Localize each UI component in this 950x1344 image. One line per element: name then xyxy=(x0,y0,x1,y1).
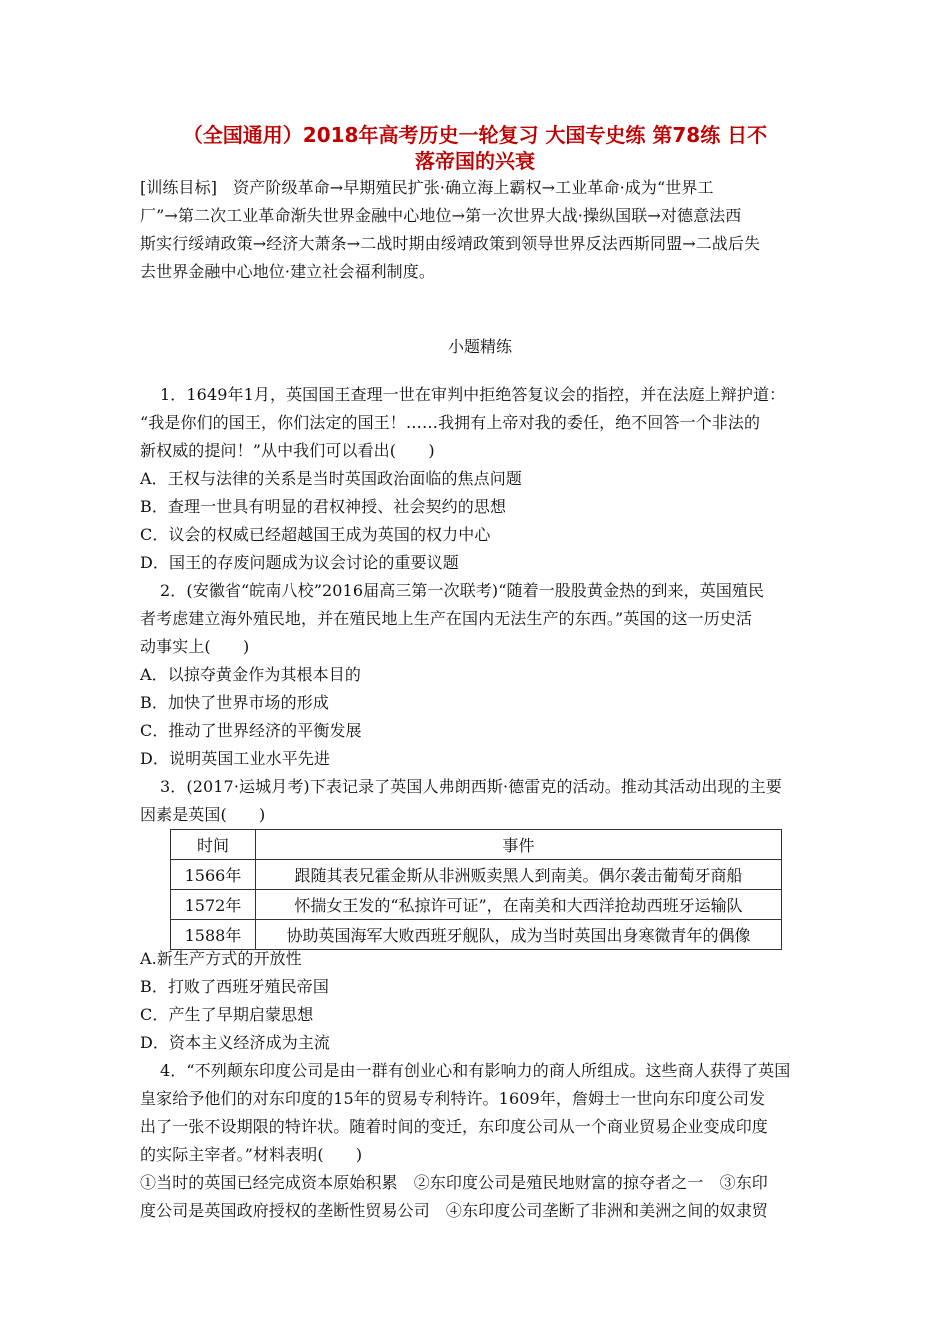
event-cell: 怀揣女王发的“私掠许可证”，在南美和大西洋抢劫西班牙运输队 xyxy=(256,890,782,920)
document-title xyxy=(130,122,820,174)
question-3 xyxy=(140,773,820,829)
option-a: A.新生产方式的开放性 xyxy=(140,949,302,968)
option-c: C．议会的权威已经超越国王成为英国的权力中心 xyxy=(140,525,491,544)
option-c: C．产生了早期启蒙思想 xyxy=(140,1005,314,1024)
title-line: （全国通用）2018年高考历史一轮复习 大国专史练 第78练 日不 xyxy=(182,123,768,147)
question-1 xyxy=(140,381,820,577)
year-cell: 1572年 xyxy=(171,890,256,920)
title-line: 落帝国的兴衰 xyxy=(415,149,535,173)
question-stem-line: 者考虑建立海外殖民地，并在殖民地上生产在国内无法生产的东西。”英国的这一历史活 xyxy=(140,609,753,628)
year-cell: 1588年 xyxy=(171,920,256,950)
question-stem-line: “我是你们的国王，你们法定的国王！……我拥有上帝对我的委任，绝不回答一个非法的 xyxy=(140,413,761,432)
option-a: A．以掠夺黄金作为其根本目的 xyxy=(140,665,361,684)
table-row xyxy=(171,860,782,890)
question-stem-line: 的实际主宰者。”材料表明( ) xyxy=(140,1145,363,1164)
table-header-row xyxy=(171,830,782,860)
option-b: B．查理一世具有明显的君权神授、社会契约的思想 xyxy=(140,497,507,516)
table-row xyxy=(171,890,782,920)
option-d: D．国王的存废问题成为议会讨论的重要议题 xyxy=(140,553,459,572)
objective-line: 厂”→第二次工业革命渐失世界金融中心地位→第一次世界大战·操纵国联→对德意法西 xyxy=(140,206,742,225)
option-d: D．资本主义经济成为主流 xyxy=(140,1033,331,1052)
objective-line: [训练目标] 资产阶级革命→早期殖民扩张·确立海上霸权→工业革命·成为“世界工 xyxy=(140,178,714,197)
question-2 xyxy=(140,577,820,773)
training-objective xyxy=(140,174,820,286)
question-stem-line: 动事实上( ) xyxy=(140,637,250,656)
question-stem-line: 因素是英国( ) xyxy=(140,805,266,824)
statement-line: ①当时的英国已经完成资本原始积累 ②东印度公司是殖民地财富的掠夺者之一 ③东印 xyxy=(140,1173,768,1192)
question-3-options xyxy=(140,945,820,1057)
objective-line: 去世界金融中心地位·建立社会福利制度。 xyxy=(140,262,435,281)
table-header-cell: 事件 xyxy=(256,830,782,860)
option-b: B．打败了西班牙殖民帝国 xyxy=(140,977,329,996)
option-b: B．加快了世界市场的形成 xyxy=(140,693,329,712)
table-header-cell: 时间 xyxy=(171,830,256,860)
question-stem-line: 4．“不列颠东印度公司是由一群有创业心和有影响力的商人所组成。这些商人获得了英国 xyxy=(160,1061,791,1080)
events-table xyxy=(170,829,782,950)
statement-line: 度公司是英国政府授权的垄断性贸易公司 ④东印度公司垄断了非洲和美洲之间的奴隶贸 xyxy=(140,1201,768,1220)
option-d: D．说明英国工业水平先进 xyxy=(140,749,331,768)
objective-line: 斯实行绥靖政策→经济大萧条→二战时期由绥靖政策到领导世界反法西斯同盟→二战后失 xyxy=(140,234,761,253)
option-a: A．王权与法律的关系是当时英国政治面临的焦点问题 xyxy=(140,469,522,488)
question-stem-line: 1．1649年1月，英国国王查理一世在审判中拒绝答复议会的指控，并在法庭上辩护道： xyxy=(160,385,786,404)
question-stem-line: 皇家给予他们的对东印度的15年的贸易专利特许。1609年，詹姆士一世向东印度公司发 xyxy=(140,1089,766,1108)
event-cell: 跟随其表兄霍金斯从非洲贩卖黑人到南美。偶尔袭击葡萄牙商船 xyxy=(256,860,782,890)
year-cell: 1566年 xyxy=(171,860,256,890)
question-stem-line: 2．(安徽省“皖南八校”2016届高三第一次联考)“随着一股股黄金热的到来，英国殖民 xyxy=(160,581,765,600)
question-stem-line: 3．(2017·运城月考)下表记录了英国人弗朗西斯·德雷克的活动。推动其活动出现的主要 xyxy=(160,777,782,796)
question-stem-line: 出了一张不设期限的特许状。随着时间的变迁，东印度公司从一个商业贸易企业变成印度 xyxy=(140,1117,768,1136)
question-stem-line: 新权威的提问！”从中我们可以看出( ) xyxy=(140,441,435,460)
option-c: C．推动了世界经济的平衡发展 xyxy=(140,721,362,740)
question-4 xyxy=(140,1057,820,1225)
event-cell: 协助英国海军大败西班牙舰队，成为当时英国出身寒微青年的偶像 xyxy=(256,920,782,950)
section-title: 小题精练 xyxy=(447,337,512,356)
